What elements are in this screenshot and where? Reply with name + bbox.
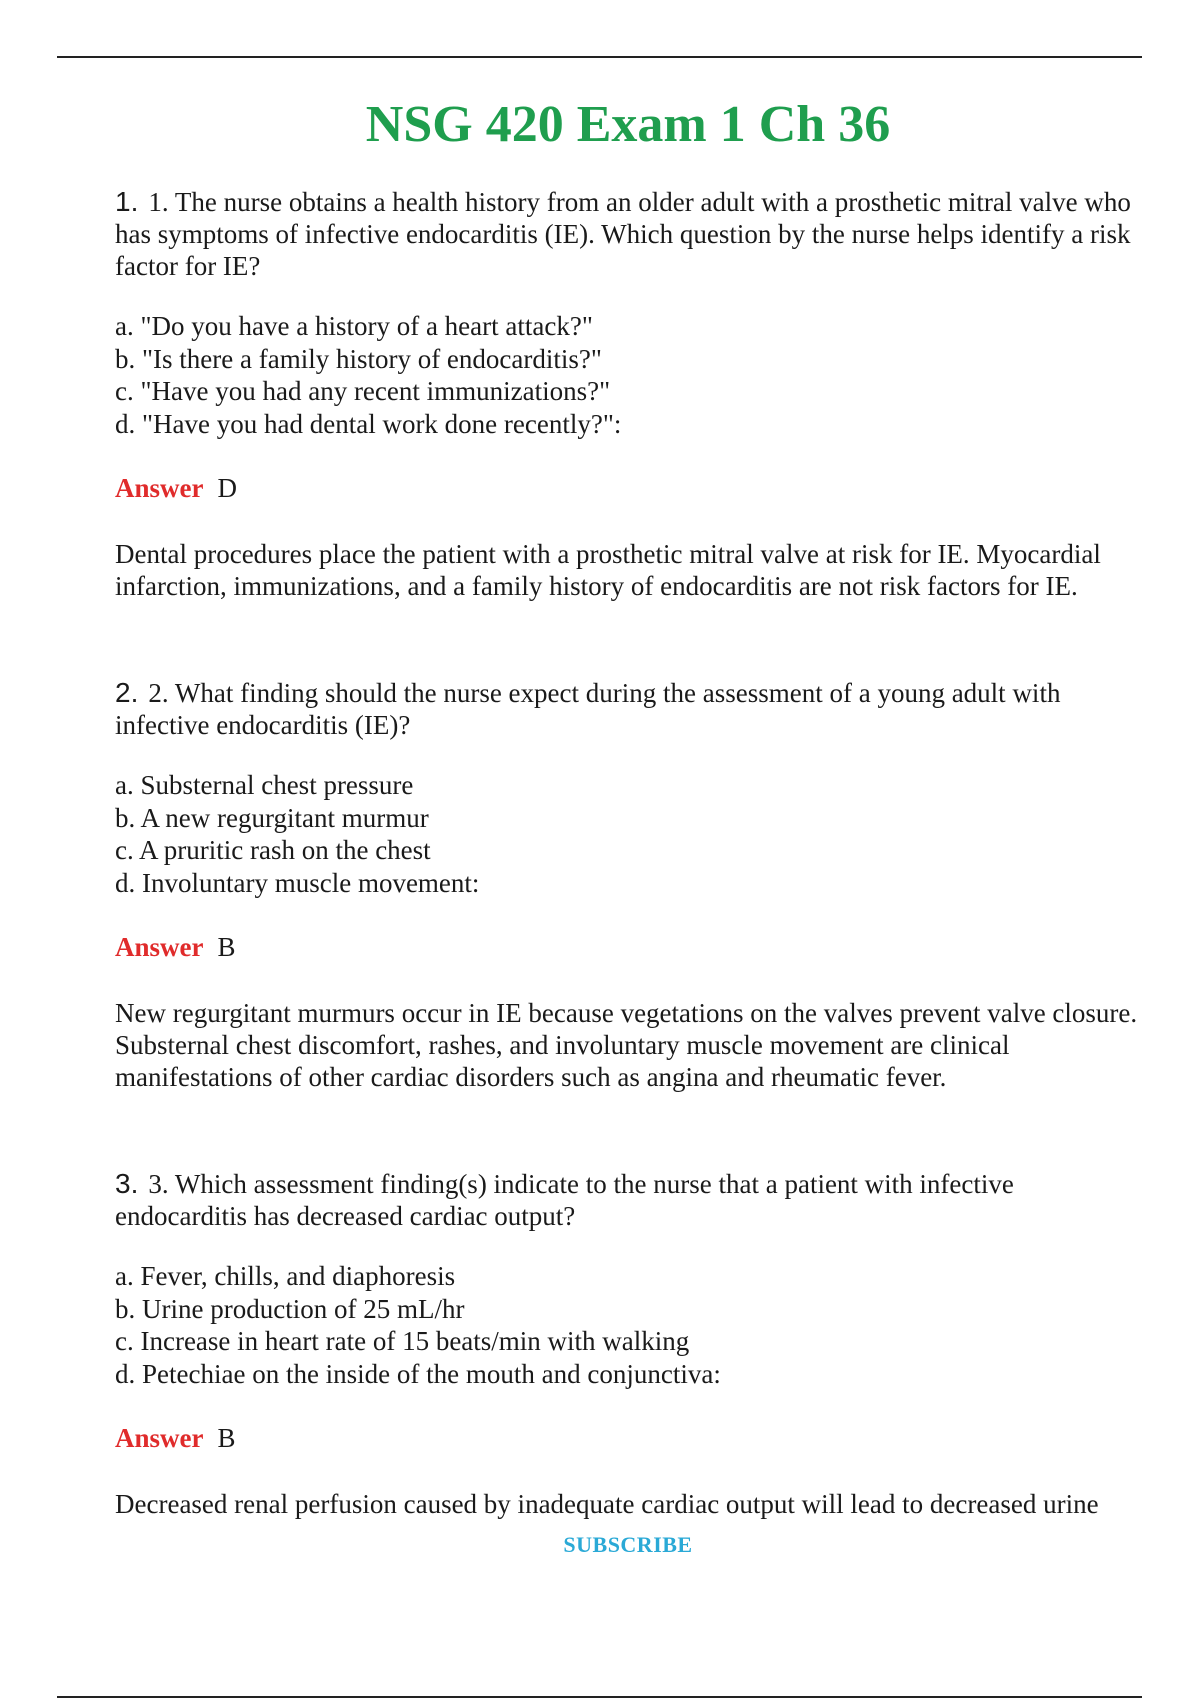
question-stem: 2. What finding should the nurse expect during the assessment of a young adult with infective endocarditis (IE)? — [115, 678, 1061, 740]
bottom-rule — [57, 1696, 1142, 1698]
rationale-text: New regurgitant murmurs occur in IE because vegetations on the valves prevent valve closure. Substernal chest discomfort, rashes, and involuntary muscle movement are clinical manifestations of other cardiac disorders such as angina and rheumatic fever. — [115, 998, 1138, 1092]
answer-label: Answer — [115, 473, 204, 503]
option-b: b. "Is there a family history of endocarditis?" — [115, 343, 602, 374]
question-text — [115, 677, 1145, 741]
question-block — [115, 677, 1145, 1093]
option-c: c. "Have you had any recent immunizations?" — [115, 376, 611, 406]
answer-line — [115, 931, 1145, 963]
option-list — [115, 1260, 1145, 1390]
rationale-text: Decreased renal perfusion caused by inadequate cardiac output will lead to decreased urine — [115, 1489, 1099, 1519]
question-stem: 3. Which assessment finding(s) indicate to the nurse that a patient with infective endocarditis has decreased cardiac output? — [115, 1169, 1014, 1231]
question-number: 1. — [115, 186, 139, 217]
option-list — [115, 769, 1145, 899]
option-d: d. Involuntary muscle movement: — [115, 867, 480, 898]
question-number: 2. — [115, 677, 139, 708]
answer-label: Answer — [115, 1423, 204, 1453]
answer-value: D — [217, 473, 237, 503]
answer-value: B — [217, 932, 236, 962]
option-c: c. Increase in heart rate of 15 beats/min with walking — [115, 1326, 690, 1356]
page-title: NSG 420 Exam 1 Ch 36 — [365, 95, 891, 153]
question-stem: 1. The nurse obtains a health history from an older adult with a prosthetic mitral valve who has symptoms of infective endocarditis (IE). Which question by the nurse helps identify a risk factor for IE? — [115, 187, 1131, 281]
answer-value: B — [217, 1423, 236, 1453]
option-list — [115, 310, 1145, 440]
question-number: 3. — [115, 1168, 139, 1199]
rationale-text: Dental procedures place the patient with a prosthetic mitral valve at risk for IE. Myocardial infarction, immunizations, and a family history of endocarditis are not risk factors for IE. — [115, 539, 1101, 601]
option-c: c. A pruritic rash on the chest — [115, 835, 431, 865]
option-a: a. Substernal chest pressure — [115, 770, 414, 800]
option-a: a. Fever, chills, and diaphoresis — [115, 1261, 456, 1291]
option-d: d. Petechiae on the inside of the mouth and conjunctiva: — [115, 1358, 721, 1389]
option-b: b. A new regurgitant murmur — [115, 802, 429, 833]
question-block — [115, 1168, 1145, 1520]
top-rule — [57, 56, 1142, 58]
subscribe-link[interactable]: SUBSCRIBE — [563, 1532, 693, 1557]
option-b: b. Urine production of 25 mL/hr — [115, 1293, 465, 1324]
question-block — [115, 186, 1145, 602]
option-d: d. "Have you had dental work done recently?": — [115, 408, 622, 439]
answer-label: Answer — [115, 932, 204, 962]
question-text — [115, 186, 1145, 282]
option-a: a. "Do you have a history of a heart attack?" — [115, 311, 593, 341]
answer-line — [115, 1422, 1145, 1454]
answer-line — [115, 472, 1145, 504]
question-text — [115, 1168, 1145, 1232]
